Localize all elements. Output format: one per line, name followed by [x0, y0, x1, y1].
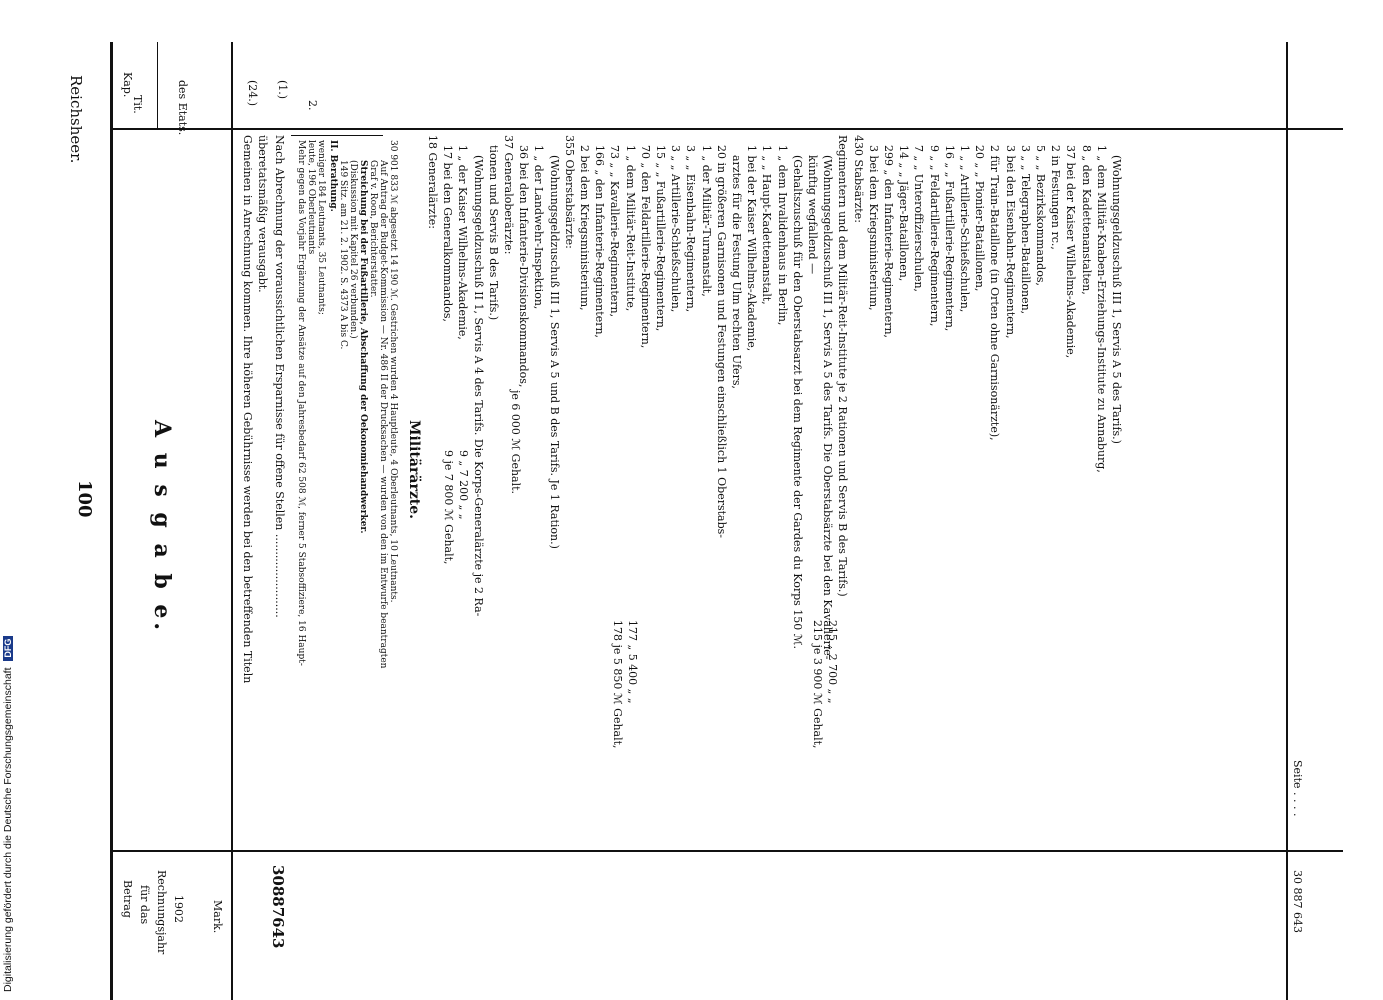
brace-stab-2: 215 „ 2 700 „ „ — [826, 620, 839, 704]
text-line: (Wohnungsgeldzuschuß II 1, Servis A 4 des Tarifs. Die Korps-Generalärzte je 2 Ra- — [471, 155, 485, 617]
text-line: 9 „ „ Feldartillerie-Regimentern, — [927, 145, 941, 327]
section-title: A u s g a b e. — [149, 420, 175, 635]
header-left: Reichsheer. — [67, 75, 85, 164]
intro-line-3: Nach Abrechnung der voraussichtlichen Ersparnisse für offene Stellen ........................ — [273, 135, 286, 618]
text-line: (Wohnungsgeldzuschuß III 1, Servis A 5 des Tarifs.) — [1110, 155, 1123, 444]
text-line: 14 „ „ Jäger-Bataillonen, — [897, 145, 911, 282]
footer-seite: Seite . . . . — [1291, 760, 1304, 817]
text-line: (Gehaltszuschuß für den Oberstabsarzt bei dem Regimente der Gardes du Korps 150 ℳ. — [790, 155, 804, 650]
text-line: 36 bei den Infanterie-Divisionskommandos, — [517, 145, 531, 388]
text-line: (Wohnungsgeldzuschuß III 1, Servis A 5 des Tarifs. Die Oberstabsärzte bei den Kavallerie- — [821, 155, 835, 660]
dfg-logo: DFG — [3, 636, 13, 661]
text-line: 1 „ „ Haupt-Kadettenanstalt, — [760, 145, 774, 305]
brace-oberstab-2: 177 „ 5 400 „ „ — [626, 620, 639, 704]
text-line: tionen und Servis B des Tarifs.) — [486, 145, 500, 321]
footer-rule — [1287, 42, 1289, 1000]
text-line: (Wohnungsgeldzuschuß III 1, Servis A 5 und B des Tarifs. Je 1 Ration.) — [547, 155, 561, 549]
text-line: 1 „ dem Militär-Knaben-Erziehungs-Institute zu Annaburg, — [1094, 145, 1108, 473]
text-line: 17 bei den Generalkommandos, — [441, 145, 455, 323]
text-line: 7 „ „ Unteroffizierschulen, — [912, 145, 926, 293]
note-line-5: 149 Sitz. am 21. 2. 1902. S. 4373 A bis C. — [338, 160, 348, 350]
brace-oberarzt: je 6 000 ℳ Gehalt. — [509, 390, 522, 495]
text-line: 20 „ „ Pionier-Bataillonen, — [973, 145, 987, 292]
text-line: 3 bei den Eisenbahn-Regimentern, — [1003, 145, 1017, 339]
page-number: 100 — [74, 480, 95, 518]
col-rule-kap — [157, 42, 158, 128]
col-etats: des Etats. — [176, 80, 189, 136]
top-rule — [110, 42, 113, 1000]
text-line: 2 bei dem Kriegsministerium, — [578, 145, 591, 311]
text-line: 1 „ der Militär-Turnanstalt, — [699, 145, 713, 297]
side-credit — [2, 600, 18, 992]
heading-militaeraerzte: Militärärzte. — [406, 420, 422, 520]
note-line-1: Mehr gegen das Vorjahr Ergänzung der Ansätze auf den Jahresbedarf 62 508 ℳ, ferner 5 Stabsoffiziere, 16 Haupt- — [296, 140, 306, 666]
kap-number: (24.) — [246, 80, 259, 107]
text-line: Regimentern und dem Militär-Reit-Institute je 2 Rationen und Servis B des Tarifs.) — [836, 135, 850, 597]
brace-general-2: 9 „ 7 200 „ „ — [457, 450, 470, 520]
tit-number: (1.) — [276, 80, 289, 100]
text-line: 1 „ „ Artillerie-Schießschulen, — [958, 145, 971, 313]
intro-line-1: Gemeinen in Anrechnung kommen. Ihre höheren Gebührnisse werden bei den betreffenden Titeln — [241, 135, 254, 684]
intro-line-2: überetatsmäßig verausgabt. — [256, 135, 269, 293]
text-line: 1 „ der Kaiser Wilhelms-Akademie, — [456, 145, 470, 340]
text-line: arztes für die Festung Ulm rechten Ufers, — [730, 155, 743, 389]
text-line: 2 für Train-Bataillone (in Orten ohne Garnisonärzte), — [988, 145, 1002, 441]
header-rule — [231, 42, 233, 1000]
text-line: 355 Oberstabsärzte: — [562, 135, 576, 249]
col-betrag-4: 1902 — [172, 895, 185, 923]
note-line-2: leute, 196 Oberleutnants — [306, 140, 316, 255]
text-line: 3 „ „ Eisenbahn-Regimentern, — [684, 145, 698, 313]
text-line: 18 Generalärzte: — [426, 135, 439, 229]
text-line: 1 „ der Landwehr-Inspektion, — [532, 145, 546, 310]
text-line: 8 „ den Kadettenanstalten, — [1079, 145, 1093, 295]
text-line: 166 „ den Infanterie-Regimentern, — [593, 145, 607, 339]
note-line-10: 30 901 833 ℳ abgesetzt 14 190 ℳ. Gestrichen wurden 4 Hauptleute, 4 Oberleutnants, 10 Leutnants. — [388, 140, 398, 603]
col-betrag-unit: Mark. — [211, 900, 224, 934]
text-line: 16 „ „ Fußartillerie-Regimentern, — [942, 145, 956, 332]
text-line: 1 „ dem Militär-Reit-Institute, — [623, 145, 637, 312]
brace-general-1: 9 je 7 800 ℳ Gehalt, — [442, 450, 455, 565]
text-line: künftig wegfallend — — [806, 155, 819, 275]
text-line: 20 in größeren Garnisonen und Festungen einschließlich 1 Oberstabs- — [714, 145, 728, 539]
col-kap: Kap. — [121, 72, 134, 98]
note-line-4: II. Berathung. — [328, 140, 338, 212]
text-line: 3 bei dem Kriegsministerium, — [866, 145, 880, 311]
col-rule-left — [111, 128, 1343, 130]
amount-main: 30887643 — [269, 865, 287, 949]
footer-amount: 30 887 643 — [1291, 870, 1304, 933]
text-line: 70 „ den Feldartillerie-Regimentern, — [638, 145, 652, 349]
text-line: 2 in Festungen rc., — [1049, 145, 1063, 250]
brace-stab-1: 215 je 3 900 ℳ Gehalt, — [811, 620, 824, 749]
text-line: 1 „ dem Invalidenhaus in Berlin, — [775, 145, 789, 326]
sub-number: 2. — [306, 100, 319, 111]
text-line: 299 „ den Infanterie-Regimentern, — [882, 145, 895, 339]
col-rule-right — [111, 850, 1343, 852]
text-line: 3 „ „ Artillerie-Schießschulen, — [669, 145, 683, 313]
brace-oberstab-1: 178 je 5 850 ℳ Gehalt, — [611, 620, 624, 749]
col-tit: Tit. — [131, 95, 144, 114]
note-line-3: weniger 184 Leutnants, 35 Leutnants; — [316, 140, 326, 315]
text-line: 37 Generaloberärzte: — [502, 135, 515, 255]
note-line-8: Graf v. Roon, Berichterstatter. — [368, 160, 378, 298]
col-betrag-3: Rechnungsjahr — [155, 870, 168, 955]
text-line: 73 „ „ Kavallerie-Regimentern, — [608, 145, 622, 318]
text-line: 15 „ „ Fußartillerie-Regimentern, — [654, 145, 667, 332]
col-betrag-2: für das — [138, 885, 151, 925]
text-line: 3 „ „ Telegraphen-Bataillonen, — [1018, 145, 1032, 315]
note-line-6: (Diskussion mit Kapitel 26 verbunden.) — [348, 160, 358, 339]
col-betrag-1: Betrag — [121, 880, 134, 918]
note-line-7: Streichung bei der Fußartillerie, Abschaffung der Oekonomiehandwerker. — [358, 160, 368, 534]
side-note: Digitalisierung gefördert durch die Deutsche Forschungsgemeinschaft — [2, 667, 14, 992]
text-line: 5 „ „ Bezirkskommandos, — [1034, 145, 1047, 286]
text-line: 430 Stabsärzte: — [851, 135, 865, 223]
text-line: 1 bei der Kaiser Wilhelms-Akademie, — [745, 145, 759, 352]
note-line-9: Auf Antrag der Budget-Kommission — Nr. 486 II der Drucksachen — wurden von den im Entwurfe beantragten — [378, 160, 388, 669]
text-line: 37 bei der Kaiser Wilhelms-Akademie, — [1064, 145, 1078, 359]
